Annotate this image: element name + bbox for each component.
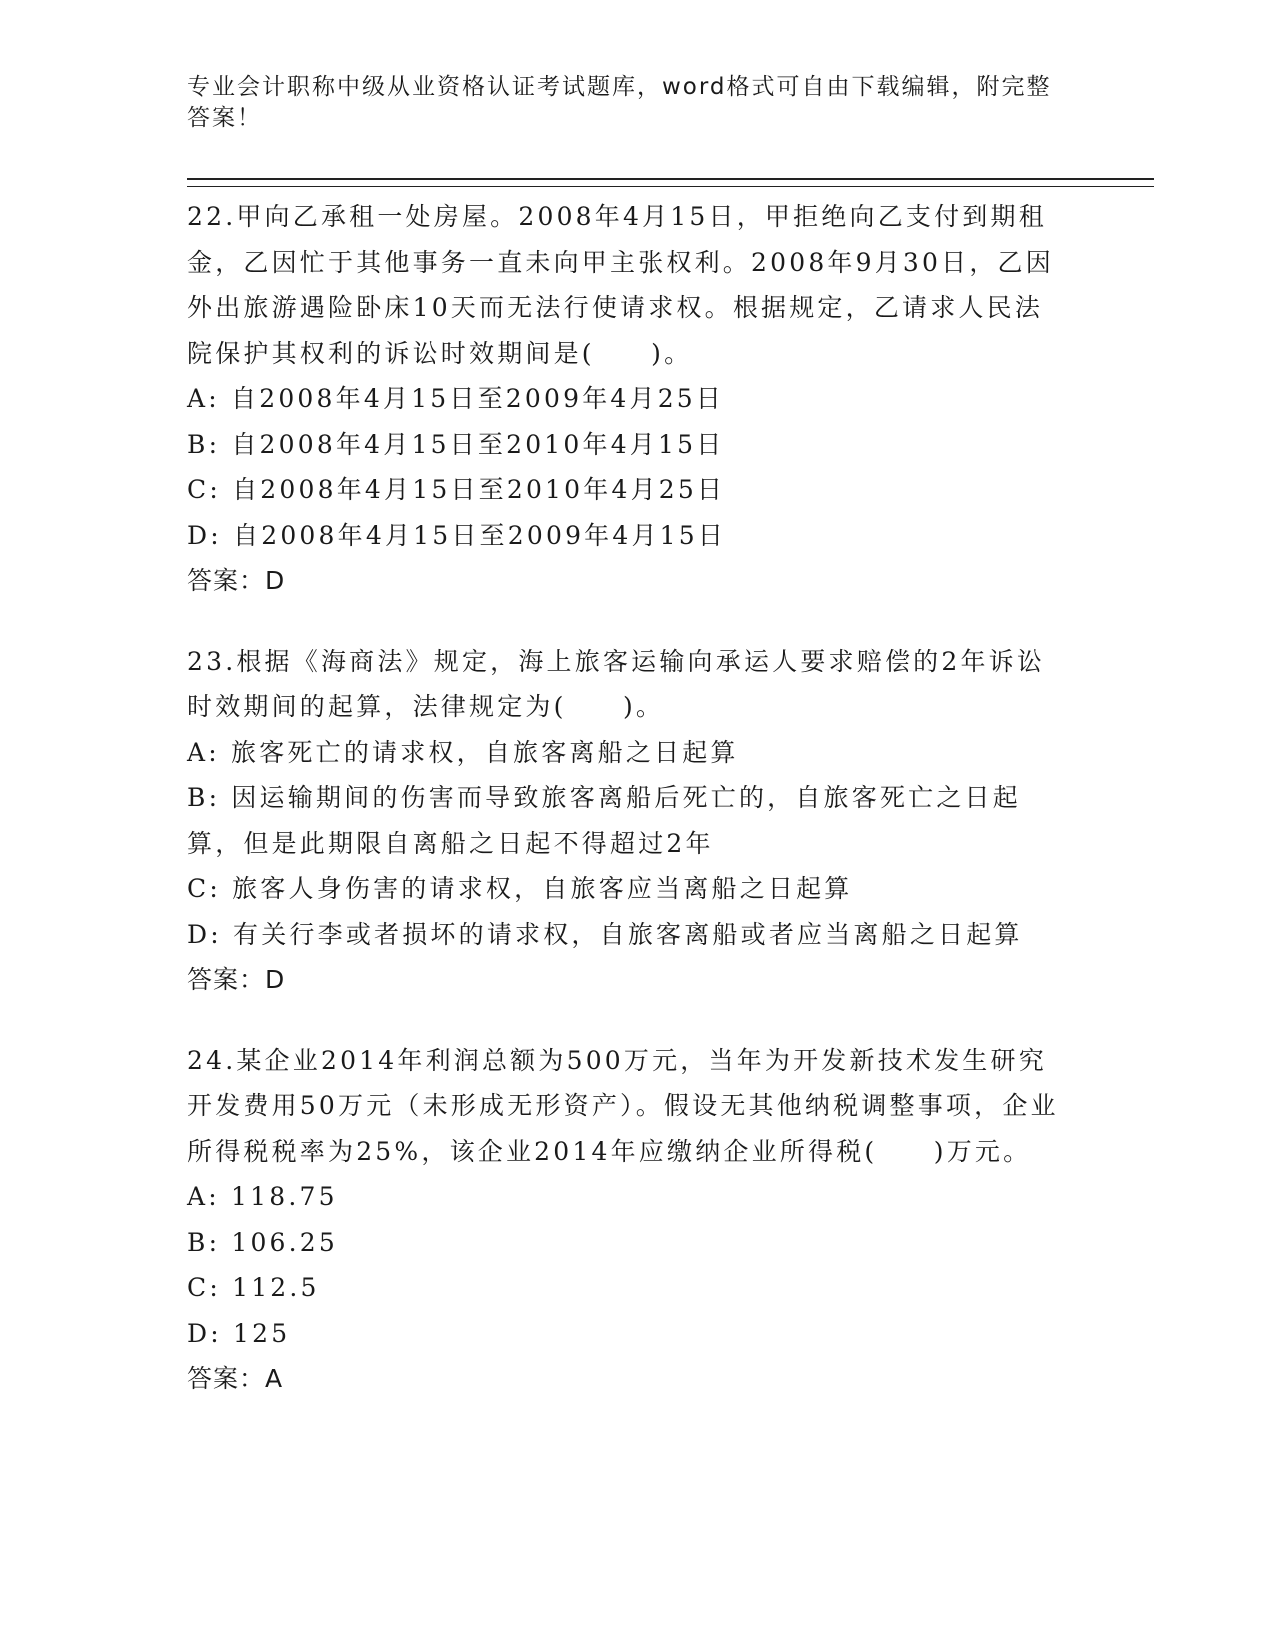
option-d: D: 有关行李或者损坏的请求权，自旅客离船或者应当离船之日起算 [187, 919, 1023, 949]
document-page [187, 72, 1087, 1393]
option-b: B: 106.25 [187, 1227, 339, 1257]
option-d: D: 自2008年4月15日至2009年4月15日 [187, 520, 727, 550]
option-c: C: 自2008年4月15日至2010年4月25日 [187, 475, 726, 504]
question-22 [187, 194, 1087, 604]
header-text: 专业会计职称中级从业资格认证考试题库，word格式可自由下载编辑，附完整答案！ [187, 74, 1052, 131]
question-stem: 24.某企业2014年利润总额为500万元，当年为开发新技术发生研究开发费用50万元（未形成无形资产）。假设无其他纳税调整事项，企业所得税税率为25%，该企业2014年应缴纳企业所得税( )万元。 [187, 1045, 1059, 1166]
question-stem: 22.甲向乙承租一处房屋。2008年4月15日，甲拒绝向乙支付到期租金，乙因忙于其他事务一直未向甲主张权利。2008年9月30日，乙因外出旅游遇险卧床10天而无法行使请求权。根据规定，乙请求人民法院保护其权利的诉讼时效期间是( )。 [187, 202, 1054, 368]
option-a: A: 118.75 [187, 1182, 338, 1211]
question-list [187, 194, 1087, 1437]
option-c: C: 112.5 [187, 1273, 320, 1302]
question-stem: 23.根据《海商法》规定，海上旅客运输向承运人要求赔偿的2年诉讼时效期间的起算，法律规定为( )。 [187, 646, 1046, 721]
question-23 [187, 639, 1087, 1003]
option-d: D: 125 [187, 1318, 291, 1348]
option-b: B: 因运输期间的伤害而导致旅客离船后死亡的，自旅客死亡之日起算，但是此期限自离船之日起不得超过2年 [187, 783, 1021, 858]
option-a: A: 自2008年4月15日至2009年4月25日 [187, 384, 725, 413]
answer: 答案：A [187, 1364, 284, 1393]
option-b: B: 自2008年4月15日至2010年4月15日 [187, 429, 725, 459]
option-c: C: 旅客人身伤害的请求权，自旅客应当离船之日起算 [187, 874, 853, 903]
answer: 答案：D [187, 965, 286, 994]
question-24 [187, 1038, 1087, 1402]
answer: 答案：D [187, 566, 286, 595]
option-a: A: 旅客死亡的请求权，自旅客离船之日起算 [187, 737, 739, 767]
header-divider [187, 178, 1154, 187]
